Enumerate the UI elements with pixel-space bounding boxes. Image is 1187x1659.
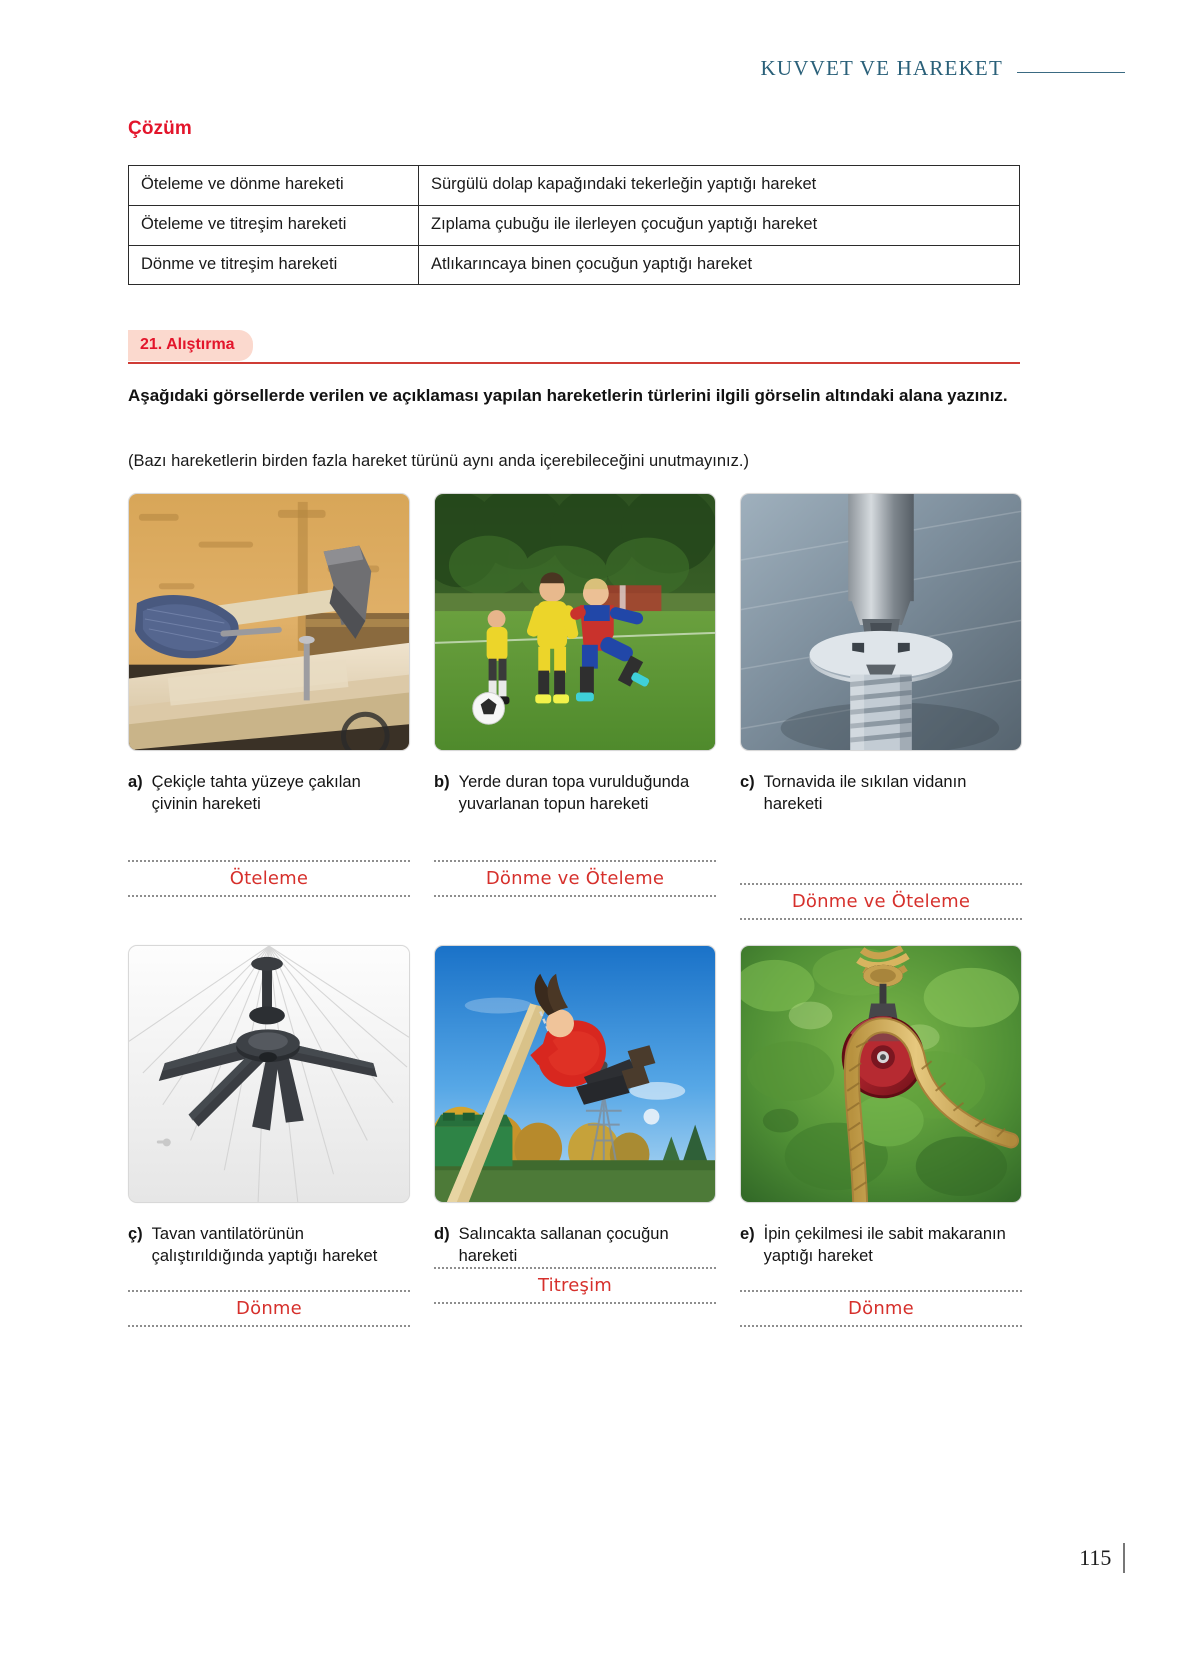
answer-blank-b[interactable]: [434, 860, 716, 897]
caption-c: [740, 771, 1020, 816]
exercise-divider: [128, 362, 1020, 364]
item-letter: c): [740, 773, 755, 791]
table-row: [129, 205, 1020, 245]
motion-type-cell: Öteleme ve dönme hareketi: [129, 166, 419, 206]
exercise-badge: 21. Alıştırma: [128, 330, 253, 361]
screwdriver-tightening-screw-photo: [740, 493, 1022, 751]
header-title: KUVVET VE HAREKET: [760, 56, 1003, 80]
exercise-prompt: Aşağıdaki görsellerde verilen ve açıklaması yapılan hareketlerin türlerini ilgili görselin altındaki alana yazınız.: [128, 386, 1008, 405]
children-playing-soccer-photo: [434, 493, 716, 751]
item-caption-text: İpin çekilmesi ile sabit makaranın yaptığı hareket: [763, 1225, 1006, 1266]
item-letter: a): [128, 773, 143, 791]
caption-b: [434, 771, 716, 816]
item-caption-text: Çekiçle tahta yüzeye çakılan çivinin hareketi: [151, 773, 361, 814]
answer-blank-d[interactable]: [434, 1267, 716, 1304]
answer-blank-c[interactable]: [740, 883, 1022, 920]
header-rule: [1017, 72, 1125, 74]
child-on-swing-photo: [434, 945, 716, 1203]
item-caption-text: Tavan vantilatörünün çalıştırıldığında yaptığı hareket: [151, 1225, 378, 1266]
item-caption-text: Salıncakta sallanan çocuğun hareketi: [458, 1225, 669, 1266]
answer-blank-c-cedilla[interactable]: [128, 1290, 410, 1327]
answer-text-a: Öteleme: [229, 868, 309, 889]
exercise-items-row-1: [128, 493, 1020, 912]
table-row: [129, 245, 1020, 285]
exercise-item-e: [740, 945, 1020, 1319]
motion-type-cell: Öteleme ve titreşim hareketi: [129, 205, 419, 245]
item-caption-text: Tornavida ile sıkılan vidanın hareketi: [763, 773, 967, 814]
caption-c-cedilla: [128, 1223, 410, 1268]
motion-type-cell: Dönme ve titreşim hareketi: [129, 245, 419, 285]
caption-d: [434, 1223, 716, 1268]
exercise-item-a: [128, 493, 434, 889]
answer-text-c: Dönme ve Öteleme: [791, 891, 971, 912]
answer-text-c-cedilla: Dönme: [236, 1298, 302, 1319]
answer-blank-e[interactable]: [740, 1290, 1022, 1327]
table-row: [129, 166, 1020, 206]
exercise-item-d: [434, 945, 740, 1296]
caption-e: [740, 1223, 1020, 1268]
exercise-item-b: [434, 493, 740, 889]
exercise-heading: [128, 330, 1020, 360]
motion-description-cell: Atlıkarıncaya binen çocuğun yaptığı hareket: [419, 245, 1020, 285]
item-letter: d): [434, 1225, 450, 1243]
item-letter: e): [740, 1225, 755, 1243]
solution-table: [128, 165, 1020, 285]
page-header: [761, 56, 1125, 81]
answer-text-b: Dönme ve Öteleme: [485, 868, 665, 889]
answer-text-d: Titreşim: [537, 1275, 613, 1296]
answer-text-e: Dönme: [848, 1298, 914, 1319]
solution-label: Çözüm: [128, 118, 192, 139]
exercise-note: (Bazı hareketlerin birden fazla hareket türünü aynı anda içerebileceğini unutmayınız.): [128, 452, 749, 470]
exercise-item-c-cedilla: [128, 945, 434, 1319]
item-letter: b): [434, 773, 450, 791]
exercise-items-row-2: [128, 945, 1020, 1319]
page-footer: [1079, 1543, 1125, 1573]
answer-blank-a[interactable]: [128, 860, 410, 897]
motion-description-cell: Sürgülü dolap kapağındaki tekerleğin yaptığı hareket: [419, 166, 1020, 206]
ceiling-fan-photo: [128, 945, 410, 1203]
hammer-nail-wood-photo: [128, 493, 410, 751]
footer-rule: [1123, 1543, 1125, 1573]
motion-description-cell: Zıplama çubuğu ile ilerleyen çocuğun yaptığı hareket: [419, 205, 1020, 245]
item-letter: ç): [128, 1225, 143, 1243]
page-number: 115: [1079, 1545, 1112, 1570]
exercise-item-c: [740, 493, 1020, 912]
caption-a: [128, 771, 410, 816]
item-caption-text: Yerde duran topa vurulduğunda yuvarlanan topun hareketi: [458, 773, 690, 814]
pulley-with-rope-photo: [740, 945, 1022, 1203]
